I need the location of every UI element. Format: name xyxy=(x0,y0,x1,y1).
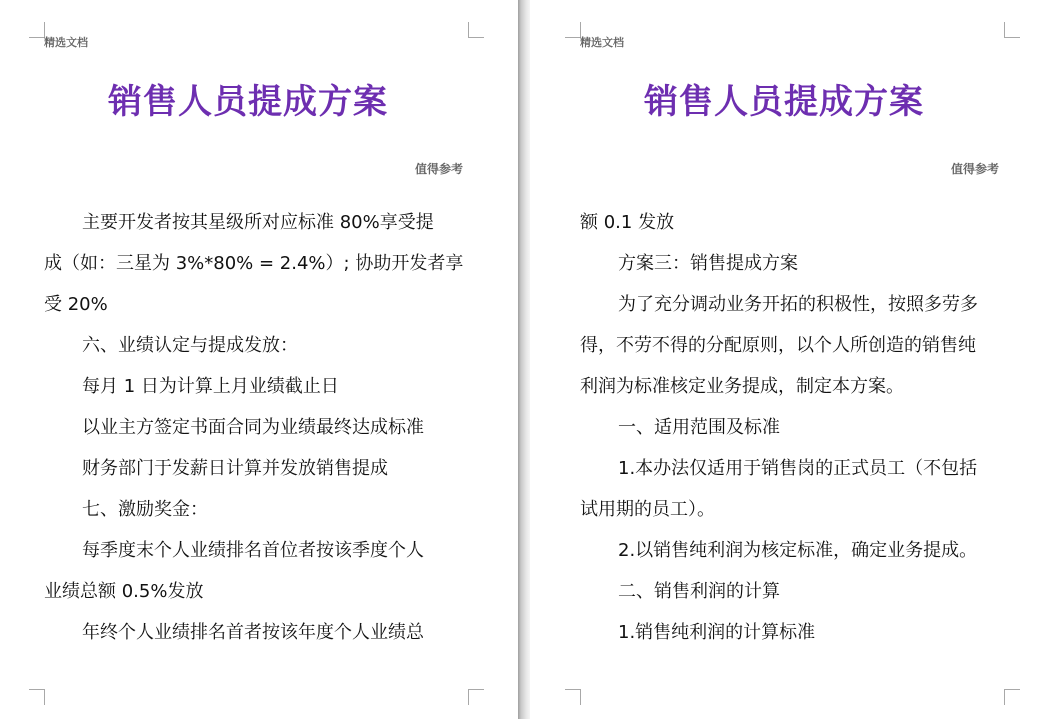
paragraph-line: 2.以销售纯利润为核定标准，确定业务提成。 xyxy=(618,540,978,561)
crop-mark-top-left xyxy=(565,22,581,38)
paragraph-line: 利润为标准核定业务提成，制定本方案。 xyxy=(580,376,904,397)
paragraph-line: 主要开发者按其星级所对应标准 80%享受提 xyxy=(82,212,434,233)
document-page-right xyxy=(530,0,1045,719)
crop-mark-bottom-left xyxy=(565,689,581,705)
page-gap-divider xyxy=(518,0,530,719)
body-text xyxy=(580,213,978,664)
reference-note: 值得参考 xyxy=(415,162,464,176)
crop-mark-top-left xyxy=(29,22,45,38)
paragraph-line: 每季度末个人业绩排名首位者按该季度个人 xyxy=(82,540,424,561)
crop-mark-bottom-right xyxy=(468,689,484,705)
section-heading: 二、销售利润的计算 xyxy=(618,581,780,602)
section-heading: 六、业绩认定与提成发放： xyxy=(82,335,298,356)
page-header: 精选文档 xyxy=(44,36,88,49)
section-heading: 七、激励奖金： xyxy=(82,499,208,520)
paragraph-line: 1.本办法仅适用于销售岗的正式员工（不包括 xyxy=(618,458,978,479)
paragraph-line: 业绩总额 0.5%发放 xyxy=(44,581,204,602)
paragraph-line: 为了充分调动业务开拓的积极性，按照多劳多 xyxy=(618,294,978,315)
crop-mark-bottom-right xyxy=(1004,689,1020,705)
crop-mark-top-right xyxy=(1004,22,1020,38)
reference-note: 值得参考 xyxy=(951,162,1000,176)
paragraph-line: 试用期的员工）。 xyxy=(580,499,715,520)
paragraph-line: 额 0.1 发放 xyxy=(580,212,675,233)
page-header: 精选文档 xyxy=(580,36,624,49)
section-heading: 一、适用范围及标准 xyxy=(618,417,780,438)
body-text xyxy=(44,213,463,664)
document-title: 销售人员提成方案 xyxy=(108,82,388,122)
paragraph-line: 成（如：三星为 3%*80% = 2.4%）; 协助开发者享 xyxy=(44,253,464,274)
paragraph-line: 以业主方签定书面合同为业绩最终达成标准 xyxy=(82,417,424,438)
document-title: 销售人员提成方案 xyxy=(644,82,924,122)
section-heading: 方案三：销售提成方案 xyxy=(618,253,798,274)
document-page-left xyxy=(0,0,518,719)
paragraph-line: 财务部门于发薪日计算并发放销售提成 xyxy=(82,458,388,479)
crop-mark-top-right xyxy=(468,22,484,38)
paragraph-line: 年终个人业绩排名首者按该年度个人业绩总 xyxy=(82,622,424,643)
paragraph-line: 受 20% xyxy=(44,294,108,315)
paragraph-line: 每月 1 日为计算上月业绩截止日 xyxy=(82,376,339,397)
paragraph-line: 1.销售纯利润的计算标准 xyxy=(618,622,816,643)
paragraph-line: 得，不劳不得的分配原则，以个人所创造的销售纯 xyxy=(580,335,976,356)
crop-mark-bottom-left xyxy=(29,689,45,705)
